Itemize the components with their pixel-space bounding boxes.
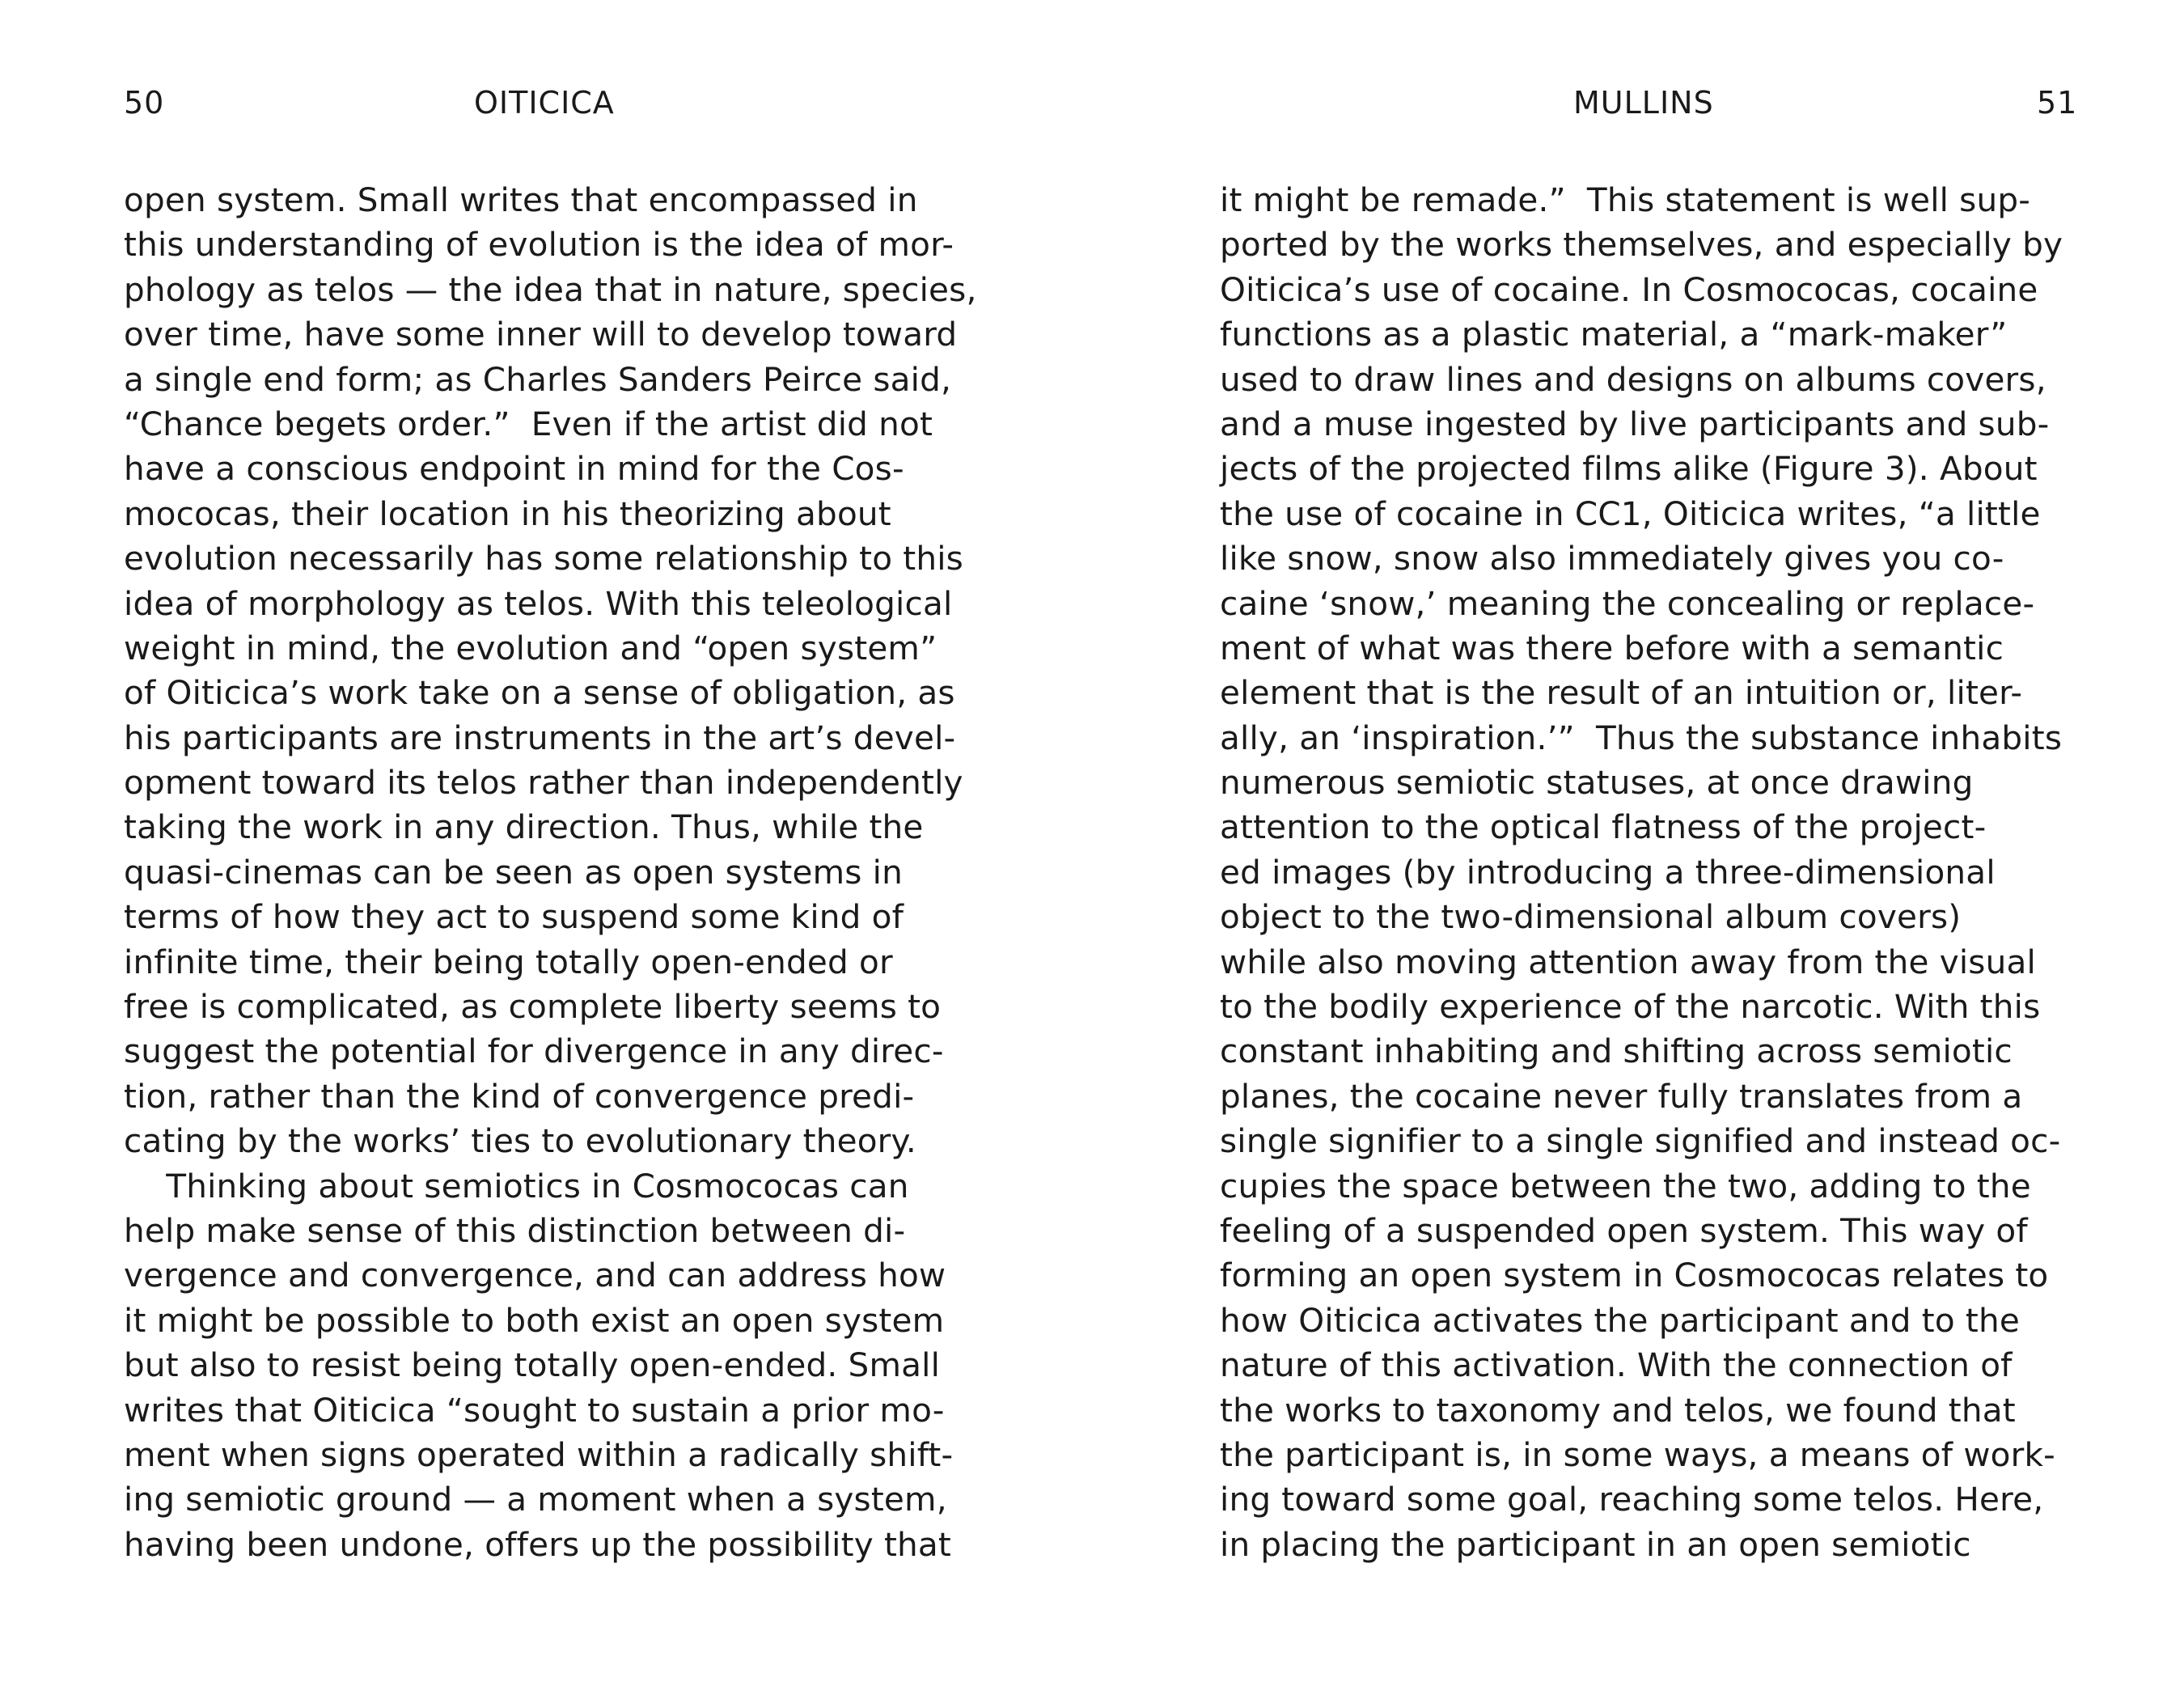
text-line: open system. Small writes that encompassed in [124,180,918,219]
text-line: but also to resist being totally open-ended. Small [124,1345,941,1385]
text-line: free is complicated, as complete liberty seems to [124,987,942,1027]
text-line: vergence and convergence, and can address how [124,1256,946,1295]
text-line: and a muse ingested by live participants and sub- [1220,404,2050,443]
text-line: caine ‘snow,’ meaning the concealing or replace- [1220,583,2035,623]
text-line: object to the two-dimensional album covers) [1220,897,1962,937]
text-line: phology as telos — the idea that in nature, species, [124,269,977,309]
text-line: while also moving attention away from the visual [1220,942,2036,981]
text-line: constant inhabiting and shifting across semiotic [1220,1032,2013,1071]
text-line: nature of this activation. With the connection of [1220,1345,2013,1385]
text-line: his participants are instruments in the art’s devel- [124,718,956,757]
page-number: 51 [2037,85,2078,121]
text-line: infinite time, their being totally open-ended or [124,942,893,981]
text-line: in placing the participant in an open semiotic [1220,1524,1971,1564]
text-line: a single end form; as Charles Sanders Peirce said, [124,359,952,399]
running-head: OITICICA [474,85,615,121]
running-head: MULLINS [1573,85,1714,121]
text-line: of Oiticica’s work take on a sense of obligation, as [124,673,955,713]
text-line: planes, the cocaine never fully translates from a [1220,1076,2023,1116]
text-line: ing semiotic ground — a moment when a system, [124,1480,947,1519]
text-line: “Chance begets order.” Even if the artist did not [124,404,933,443]
text-line: the use of cocaine in CC1, Oiticica writes, “a little [1220,494,2041,533]
body-text [1220,178,2063,1567]
text-line: suggest the potential for divergence in any direc- [124,1032,944,1071]
text-line: attention to the optical flatness of the project- [1220,807,1987,847]
text-line: Oiticica’s use of cocaine. In Cosmococas, cocaine [1220,269,2038,309]
text-line: cating by the works’ ties to evolutionary theory. [124,1121,917,1161]
text-line: functions as a plastic material, a “mark-maker” [1220,315,2008,354]
text-line: the works to taxonomy and telos, we found that [1220,1390,2016,1430]
text-line: numerous semiotic statuses, at once drawing [1220,763,1974,803]
text-line: how Oiticica activates the participant and to the [1220,1300,2020,1340]
text-line: the participant is, in some ways, a means of work- [1220,1434,2055,1474]
text-line: cupies the space between the two, adding to the [1220,1166,2031,1205]
text-line: weight in mind, the evolution and “open system” [124,628,938,667]
body-text [124,178,977,1567]
text-line: having been undone, offers up the possibility that [124,1524,951,1564]
text-line: quasi-cinemas can be seen as open systems in [124,852,903,892]
text-line: idea of morphology as telos. With this teleological [124,583,953,623]
text-line: ment when signs operated within a radically shift- [124,1434,954,1474]
text-line: feeling of a suspended open system. This way of [1220,1210,2028,1250]
text-line: ed images (by introducing a three-dimensional [1220,852,1996,892]
text-line: help make sense of this distinction between di- [124,1210,906,1250]
text-line: forming an open system in Cosmococas relates to [1220,1256,2049,1295]
text-line: ing toward some goal, reaching some telos. Here, [1220,1480,2044,1519]
text-line: opment toward its telos rather than independently [124,763,963,803]
text-line: have a conscious endpoint in mind for the Cos- [124,449,904,489]
text-line: like snow, snow also immediately gives you co- [1220,539,2004,578]
text-line: Thinking about semiotics in Cosmococas can [124,1166,909,1205]
text-line: used to draw lines and designs on albums covers, [1220,359,2046,399]
text-line: writes that Oiticica “sought to sustain a prior mo- [124,1390,945,1430]
text-line: this understanding of evolution is the idea of mor- [124,225,954,265]
text-line: mococas, their location in his theorizing about [124,494,891,533]
text-line: jects of the projected films alike (Figure 3). About [1220,449,2038,489]
text-line: element that is the result of an intuition or, liter- [1220,673,2023,713]
text-line: it might be possible to both exist an open system [124,1300,945,1340]
text-line: to the bodily experience of the narcotic. With this [1220,987,2041,1027]
text-line: taking the work in any direction. Thus, while the [124,807,924,847]
text-line: terms of how they act to suspend some kind of [124,897,904,937]
text-line: evolution necessarily has some relationship to this [124,539,963,578]
text-line: over time, have some inner will to develop toward [124,315,958,354]
text-line: it might be remade.” This statement is well sup- [1220,180,2031,219]
page-number: 50 [124,85,165,121]
text-line: tion, rather than the kind of convergence predi- [124,1076,915,1116]
right-page [1092,0,2184,1699]
text-line: ment of what was there before with a semantic [1220,628,2004,667]
text-line: ported by the works themselves, and especially by [1220,225,2063,265]
text-line: single signifier to a single signified and instead oc- [1220,1121,2061,1161]
text-line: ally, an ‘inspiration.’” Thus the substance inhabits [1220,718,2063,757]
